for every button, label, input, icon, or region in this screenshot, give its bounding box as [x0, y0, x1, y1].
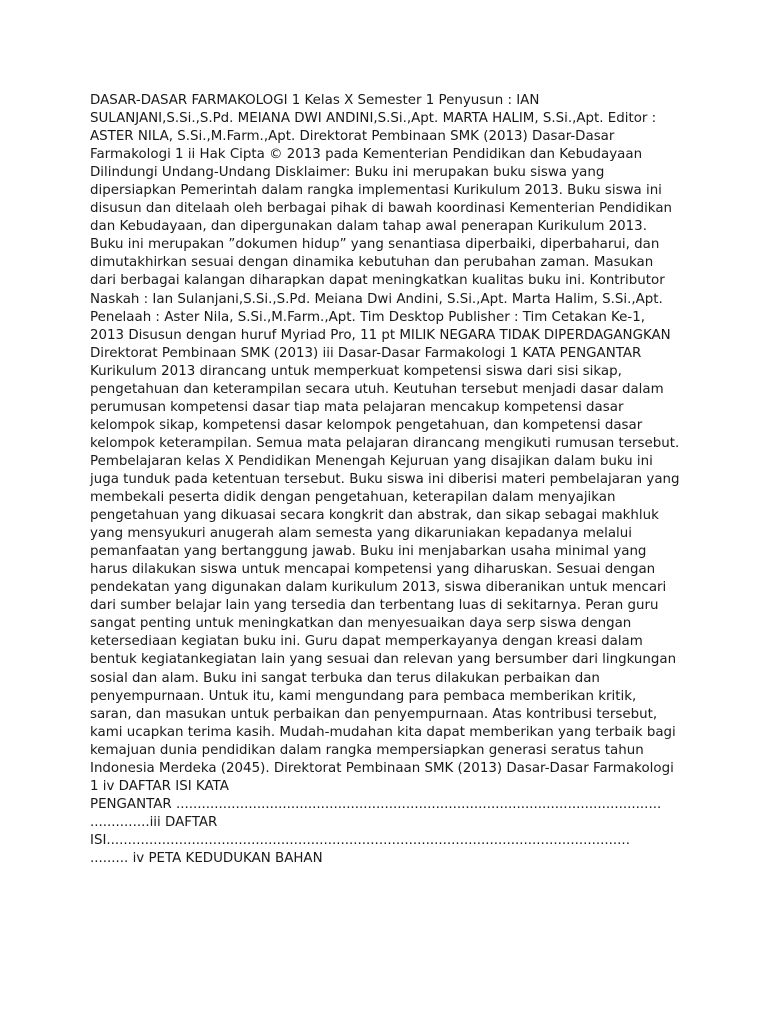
- toc-line: ..............iii DAFTAR: [90, 814, 218, 830]
- toc-line: PENGANTAR ..................................................................................................................: [90, 796, 662, 812]
- toc-line: ISI...........................................................................................................................: [90, 832, 630, 848]
- toc-line: ......... iv PETA KEDUDUKAN BAHAN: [90, 850, 323, 866]
- body-text: DASAR-DASAR FARMAKOLOGI 1 Kelas X Semester 1 Penyusun : IAN SULANJANI,S.Si.,S.Pd. MEIANA DWI ANDINI,S.Si.,Apt. MARTA HALIM, S.Si.,Apt. Editor : ASTER NILA, S.Si.,M.Farm.,Apt. Direktorat Pembinaan SMK (2013) Dasar-Dasar Farmakologi 1 ii Hak Cipta © 2013 pada Kementerian Pendidikan dan Kebudayaan Dilindungi Undang-Undang Disklaimer: Buku ini merupakan buku siswa yang dipersiapkan Pemerintah dalam rangka implementasi Kurikulum 2013. Buku siswa ini disusun dan ditelaah oleh berbagai pihak di bawah koordinasi Kementerian Pendidikan dan Kebudayaan, dan dipergunakan dalam tahap awal penerapan Kurikulum 2013. Buku ini merupakan ”dokumen hidup” yang senantiasa diperbaiki, diperbaharui, dan dimutakhirkan sesuai dengan dinamika kebutuhan dan perubahan zaman. Masukan dari berbagai kalangan diharapkan dapat meningkatkan kualitas buku ini. Kontributor Naskah : Ian Sulanjani,S.Si.,S.Pd. Meiana Dwi Andini, S.Si.,Apt. Marta Halim, S.Si.,Apt. Penelaah : Aster Nila, S.Si.,M.Farm.,Apt. Tim Desktop Publisher : Tim Cetakan Ke-1, 2013 Disusun dengan huruf Myriad Pro, 11 pt MILIK NEGARA TIDAK DIPERDAGANGKAN Direktorat Pembinaan SMK (2013) iii Dasar-Dasar Farmakologi 1 KATA PENGANTAR Kurikulum 2013 dirancang untuk memperkuat kompetensi siswa dari sisi sikap, pengetahuan dan keterampilan secara utuh. Keutuhan tersebut menjadi dasar dalam perumusan kompetensi dasar tiap mata pelajaran mencakup kompetensi dasar kelompok sikap, kompetensi dasar kelompok pengetahuan, dan kompetensi dasar kelompok keterampilan. Semua mata pelajaran dirancang mengikuti rumusan tersebut. Pembelajaran kelas X Pendidikan Menengah Kejuruan yang disajikan dalam buku ini juga tunduk pada ketentuan tersebut. Buku siswa ini diberisi materi pembelajaran yang membekali peserta didik dengan pengetahuan, keterapilan dalam menyajikan pengetahuan yang dikuasai secara kongkrit dan abstrak, dan sikap sebagai makhluk yang mensyukuri anugerah alam semesta yang dikaruniakan kepadanya melalui pemanfaatan yang bertanggung jawab. Buku ini menjabarkan usaha minimal yang harus dilakukan siswa untuk mencapai kompetensi yang diharuskan. Sesuai dengan pendekatan yang digunakan dalam kurikulum 2013, siswa diberanikan untuk mencari dari sumber belajar lain yang tersedia dan terbentang luas di sekitarnya. Peran guru sangat penting untuk meningkatkan dan menyesuaikan daya serp siswa dengan ketersediaan kegiatan buku ini. Guru dapat memperkayanya dengan kreasi dalam bentuk kegiatankegiatan lain yang sesuai dan relevan yang bersumber dari lingkungan sosial dan alam. Buku ini sangat terbuka dan terus dilakukan perbaikan dan penyempurnaan. Untuk itu, kami mengundang para pembaca memberikan kritik, saran, dan masukan untuk perbaikan dan penyempurnaan. Atas kontribusi tersebut, kami ucapkan terima kasih. Mudah-mudahan kita dapat memberikan yang terbaik bagi kemajuan dunia pendidikan dalam rangka mempersiapkan generasi seratus tahun Indonesia Merdeka (2045). Direktorat Pembinaan SMK (2013) Dasar-Dasar Farmakologi 1 iv DAFTAR ISI KATA: [90, 93, 680, 794]
- document-page: [90, 92, 682, 868]
